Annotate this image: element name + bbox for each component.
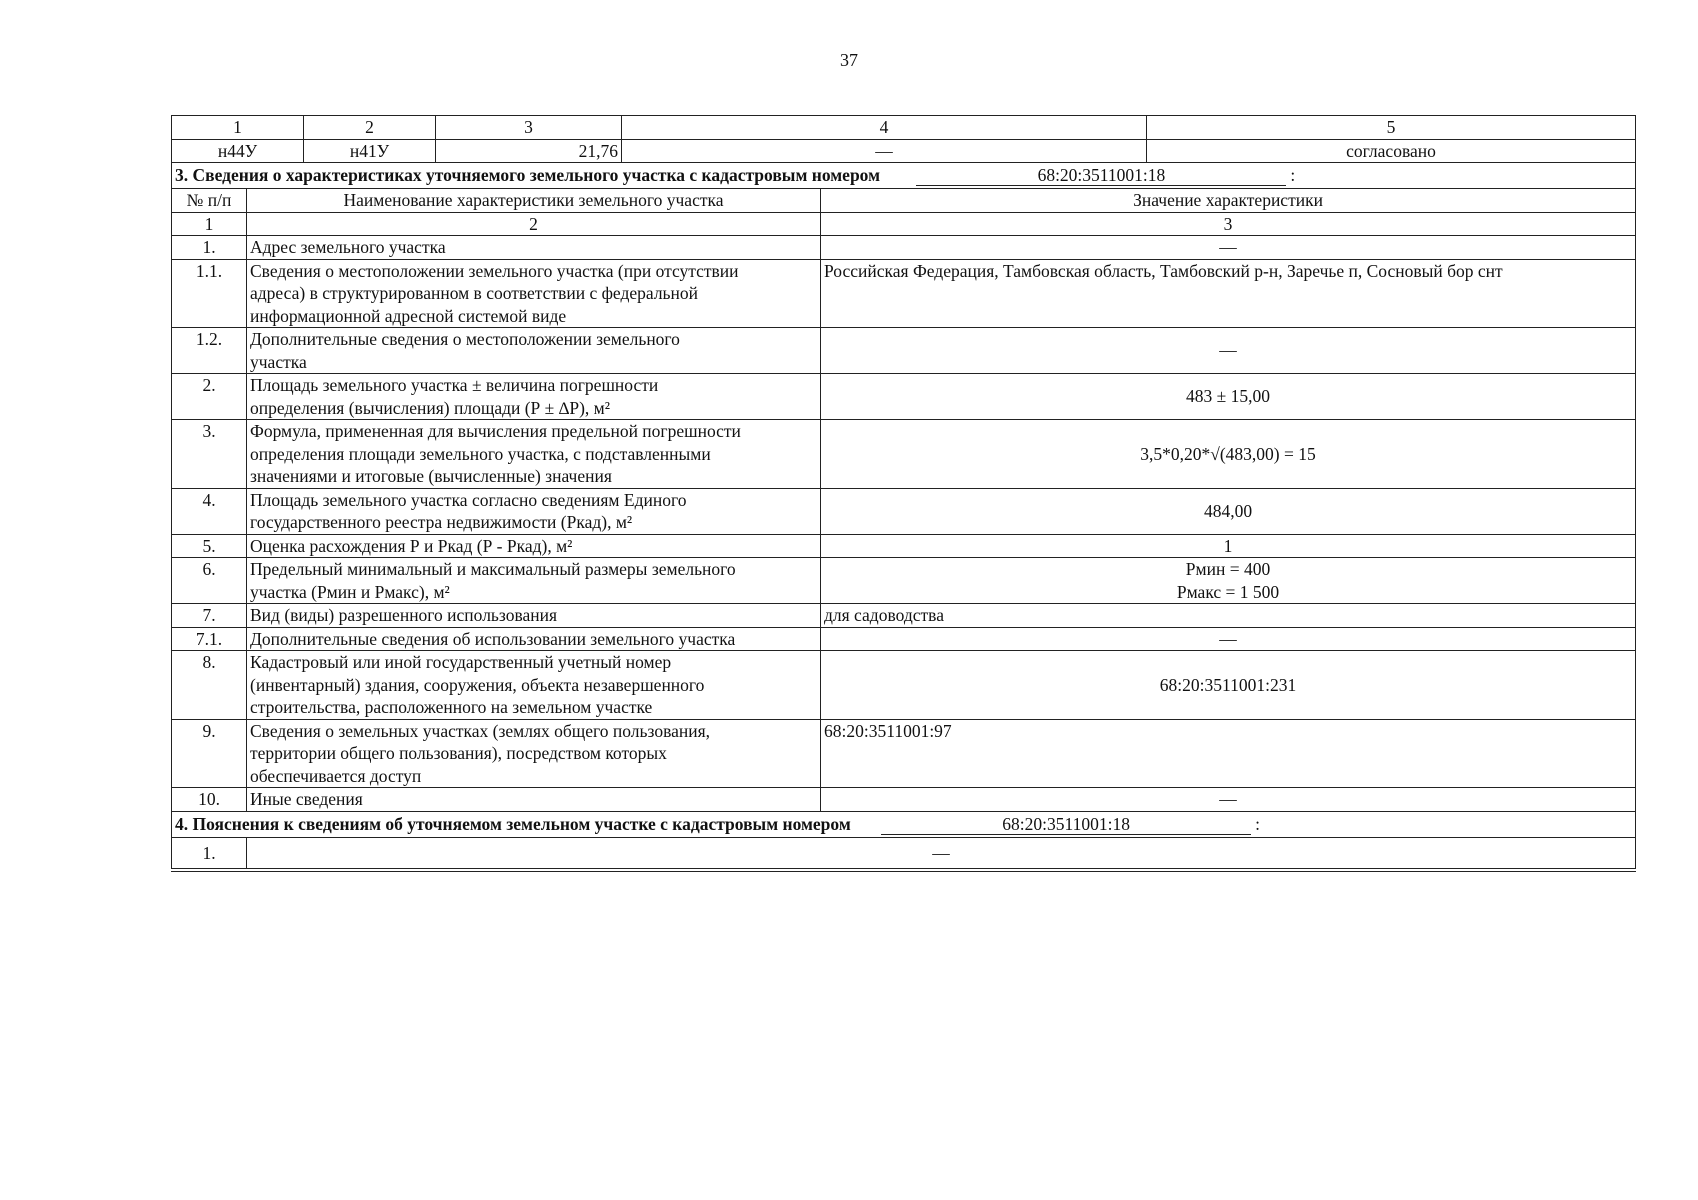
text-line: строительства, расположенного на земельном участке	[250, 697, 653, 718]
table-row	[172, 651, 1636, 720]
characteristic-value	[821, 651, 1636, 720]
text-line: Рмин = 400	[1185, 559, 1271, 580]
text-line: Вид (виды) разрешенного использования	[250, 605, 558, 626]
characteristic-name	[247, 374, 821, 420]
text-line: территории общего пользования), посредством которых	[250, 743, 667, 764]
characteristic-value	[821, 558, 1636, 604]
document-body	[171, 115, 1635, 872]
column-number: 2	[304, 116, 436, 140]
row-number: 5.	[172, 534, 247, 558]
text-line: значениями и итоговые (вычисленные) значения	[250, 466, 612, 487]
section-3-colon: :	[1290, 164, 1296, 185]
column-header-number: № п/п	[172, 189, 247, 213]
characteristic-name	[247, 604, 821, 628]
text-line: для садоводства	[824, 605, 944, 626]
table-row	[172, 328, 1636, 374]
section-4-heading	[172, 811, 1636, 838]
text-line: Кадастровый или иной государственный учетный номер	[250, 652, 672, 673]
text-line: —	[1219, 789, 1237, 810]
table-row	[172, 838, 1636, 871]
row-number: 9.	[172, 719, 247, 788]
neighbor-info: —	[622, 139, 1147, 163]
column-header-value: Значение характеристики	[821, 189, 1636, 213]
table-row	[172, 719, 1636, 788]
column-number: 1	[172, 116, 304, 140]
text-line: Дополнительные сведения об использовании земельного участка	[250, 628, 736, 649]
characteristic-value	[821, 604, 1636, 628]
agreement-status: согласовано	[1147, 139, 1636, 163]
text-line: (инвентарный) здания, сооружения, объекта незавершенного	[250, 674, 705, 695]
boundary-agreement-table	[171, 115, 1636, 163]
row-number: 7.1.	[172, 627, 247, 651]
text-line: Формула, примененная для вычисления предельной погрешности	[250, 421, 741, 442]
characteristic-name	[247, 558, 821, 604]
characteristic-value	[821, 719, 1636, 788]
characteristic-value	[821, 420, 1636, 489]
section-3-title: 3. Сведения о характеристиках уточняемого земельного участка с кадастровым номером	[175, 164, 881, 185]
characteristic-name	[247, 259, 821, 328]
table-row	[172, 420, 1636, 489]
characteristic-value	[821, 488, 1636, 534]
table-row	[172, 236, 1636, 260]
characteristic-name	[247, 627, 821, 651]
text-line: адреса) в структурированном в соответствии с федеральной	[250, 283, 699, 304]
table-row	[172, 627, 1636, 651]
text-line: —	[1219, 237, 1237, 258]
section-4-cadastral-number: 68:20:3511001:18	[881, 814, 1251, 835]
section-4-title: 4. Пояснения к сведениям об уточняемом земельном участке с кадастровым номером	[175, 813, 851, 834]
row-number: 10.	[172, 788, 247, 812]
text-line: Площадь земельного участка ± величина погрешности	[250, 375, 659, 396]
characteristic-name	[247, 719, 821, 788]
column-number-row	[172, 212, 1636, 236]
page-number: 37	[840, 50, 858, 70]
characteristics-table	[171, 162, 1636, 873]
text-line: Адрес земельного участка	[250, 237, 446, 258]
column-number: 4	[622, 116, 1147, 140]
characteristic-value	[821, 374, 1636, 420]
text-line: определения (вычисления) площади (Р ± ∆Р), м²	[250, 397, 610, 418]
row-number: 1.2.	[172, 328, 247, 374]
text-line: Сведения о местоположении земельного участка (при отсутствии	[250, 260, 739, 281]
text-line: 3,5*0,20*√(483,00) = 15	[1140, 443, 1316, 464]
point-to: н41У	[304, 139, 436, 163]
text-line: 483 ± 15,00	[1186, 386, 1270, 407]
column-header-row	[172, 189, 1636, 213]
text-line: Площадь земельного участка согласно сведениям Единого	[250, 489, 687, 510]
characteristic-value	[821, 236, 1636, 260]
text-line: 68:20:3511001:231	[1159, 674, 1297, 695]
text-line: участка (Рмин и Рмакс), м²	[250, 581, 450, 602]
section-4-heading-row	[172, 811, 1636, 838]
text-line: Рмакс = 1 500	[1176, 581, 1280, 602]
characteristic-name	[247, 534, 821, 558]
column-number: 3	[436, 116, 622, 140]
point-from: н44У	[172, 139, 304, 163]
text-line: участка	[250, 351, 307, 372]
row-number: 3.	[172, 420, 247, 489]
text-line: государственного реестра недвижимости (Ркад), м²	[250, 512, 633, 533]
text-line: 1	[1223, 535, 1233, 556]
table-row	[172, 374, 1636, 420]
column-number: 2	[247, 212, 821, 236]
table-row	[172, 558, 1636, 604]
row-number: 7.	[172, 604, 247, 628]
column-number-row	[172, 116, 1636, 140]
row-number: 6.	[172, 558, 247, 604]
section-3-heading	[172, 162, 1636, 189]
characteristic-value	[821, 259, 1636, 328]
text-line: Сведения о земельных участках (землях общего пользования,	[250, 720, 711, 741]
text-line: Иные сведения	[250, 789, 363, 810]
text-line: обеспечивается доступ	[250, 765, 422, 786]
text-line: 68:20:3511001:97	[824, 720, 952, 741]
table-row	[172, 488, 1636, 534]
table-row	[172, 788, 1636, 812]
row-number: 1.	[172, 838, 247, 871]
text-line: 484,00	[1203, 500, 1253, 521]
column-number: 5	[1147, 116, 1636, 140]
characteristic-name	[247, 788, 821, 812]
section-3-cadastral-number: 68:20:3511001:18	[916, 165, 1286, 186]
text-line: —	[1219, 628, 1237, 649]
column-number: 3	[821, 212, 1636, 236]
row-number: 1.1.	[172, 259, 247, 328]
text-line: Предельный минимальный и максимальный размеры земельного	[250, 559, 736, 580]
text-line: Оценка расхождения Р и Ркад (Р - Ркад), м²	[250, 535, 573, 556]
characteristic-name	[247, 651, 821, 720]
text-line: определения площади земельного участка, с подставленными	[250, 443, 711, 464]
table-row	[172, 259, 1636, 328]
characteristic-value	[821, 328, 1636, 374]
text-line: —	[1219, 340, 1237, 361]
text-line: информационной адресной системой виде	[250, 305, 567, 326]
row-number: 4.	[172, 488, 247, 534]
column-number: 1	[172, 212, 247, 236]
characteristic-name	[247, 420, 821, 489]
row-number: 1.	[172, 236, 247, 260]
characteristic-value	[821, 788, 1636, 812]
section-3-heading-row	[172, 162, 1636, 189]
table-row	[172, 604, 1636, 628]
row-number: 8.	[172, 651, 247, 720]
characteristic-value	[821, 627, 1636, 651]
table-row	[172, 139, 1636, 163]
text-line: Российская Федерация, Тамбовская область, Тамбовский р-н, Заречье п, Сосновый бор снт	[824, 260, 1503, 281]
section-4-colon: :	[1255, 813, 1260, 834]
characteristic-value	[821, 534, 1636, 558]
length-value: 21,76	[436, 139, 622, 163]
table-row	[172, 534, 1636, 558]
text-line: Дополнительные сведения о местоположении земельного	[250, 329, 680, 350]
explanation-text: —	[247, 838, 1636, 871]
row-number: 2.	[172, 374, 247, 420]
characteristic-name	[247, 236, 821, 260]
characteristic-name	[247, 328, 821, 374]
column-header-name: Наименование характеристики земельного участка	[247, 189, 821, 213]
characteristic-name	[247, 488, 821, 534]
